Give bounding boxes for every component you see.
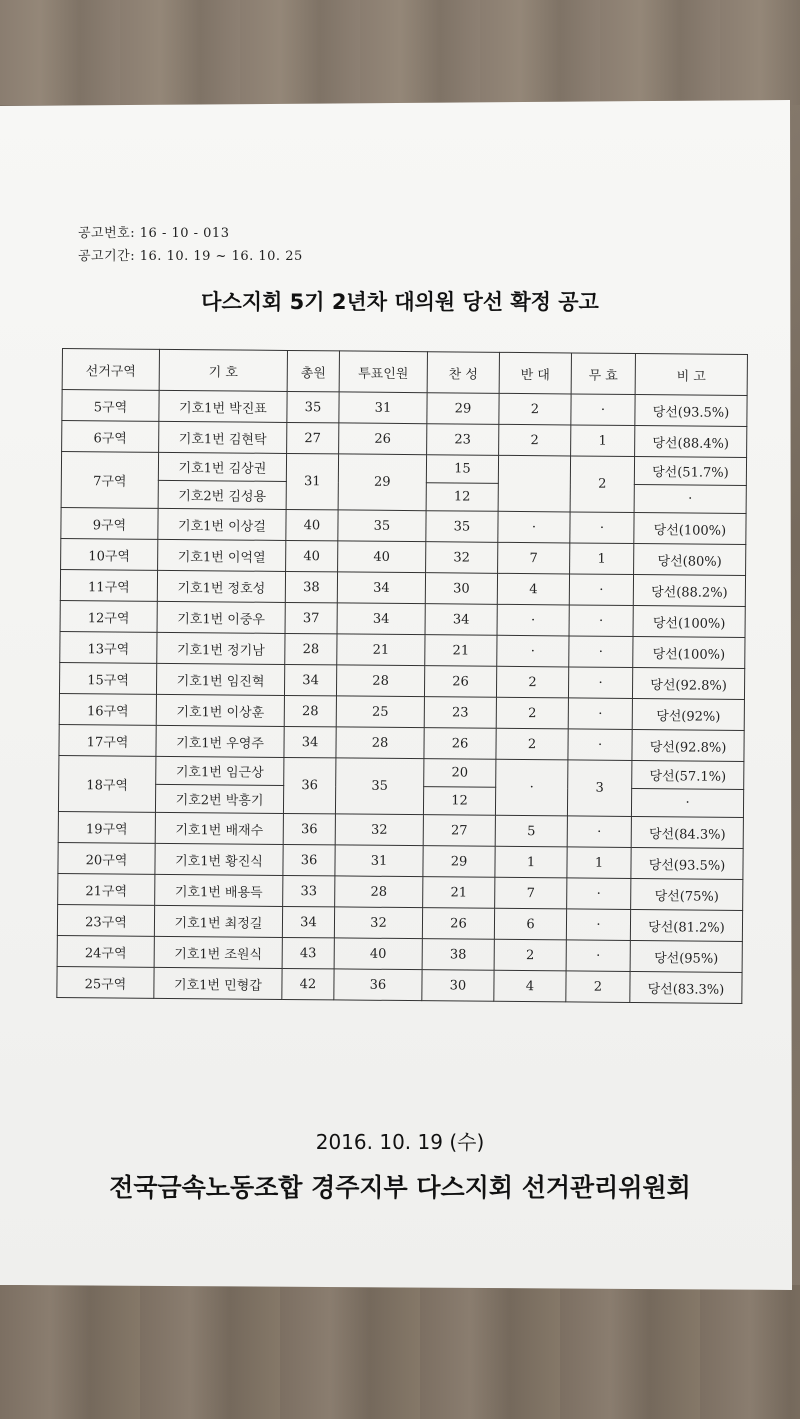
header-note: 비 고 (635, 354, 747, 396)
cell-yes: 26 (424, 666, 496, 698)
cell-no: · (495, 759, 567, 816)
cell-note: 당선(95%) (630, 940, 742, 972)
cell-total: 43 (282, 937, 334, 968)
cell-note: 당선(92.8%) (632, 729, 744, 761)
cell-voters: 32 (334, 907, 422, 939)
header-district: 선거구역 (62, 349, 159, 391)
header-voters: 투표인원 (339, 351, 427, 393)
cell-voters: 28 (335, 876, 423, 908)
footer-date: 2016. 10. 19 (수) (315, 1130, 485, 1154)
cell-total: 34 (284, 726, 336, 757)
cell-district: 24구역 (57, 935, 154, 967)
cell-candidate: 기호2번 박흥기 (155, 784, 283, 813)
cell-yes: 34 (425, 604, 497, 636)
cell-total: 27 (287, 422, 339, 453)
cell-total: 28 (285, 633, 337, 664)
header-invalid: 무 효 (571, 353, 635, 395)
cell-invalid: · (566, 909, 630, 941)
cell-yes: 21 (425, 635, 497, 667)
cell-no: 2 (499, 424, 571, 456)
cell-yes: 26 (424, 728, 496, 760)
wood-background-bottom (0, 1285, 800, 1419)
cell-district: 12구역 (60, 600, 157, 632)
cell-no: 5 (495, 815, 567, 847)
cell-invalid: · (569, 605, 633, 637)
notice-number (78, 222, 229, 241)
cell-voters: 21 (337, 634, 425, 666)
cell-candidate: 기호1번 정기남 (157, 632, 285, 664)
cell-total: 33 (283, 875, 335, 906)
cell-voters: 29 (338, 454, 426, 511)
cell-voters: 34 (337, 572, 425, 604)
header-no: 반 대 (499, 352, 571, 394)
cell-yes: 12 (423, 787, 495, 816)
cell-candidate: 기호1번 김현탁 (159, 421, 287, 453)
cell-candidate: 기호1번 정호성 (157, 570, 285, 602)
cell-candidate: 기호1번 민형갑 (154, 967, 282, 999)
cell-no: 2 (496, 666, 568, 698)
cell-invalid: 1 (567, 847, 631, 879)
cell-invalid: 2 (566, 971, 630, 1003)
cell-invalid: 2 (570, 456, 634, 513)
cell-candidate: 기호1번 황진식 (155, 843, 283, 875)
cell-total: 40 (286, 509, 338, 540)
cell-voters: 25 (336, 696, 424, 728)
cell-note: 당선(93.5%) (631, 847, 743, 879)
cell-yes: 26 (422, 908, 494, 940)
cell-invalid: · (571, 394, 635, 426)
cell-no: 2 (499, 393, 571, 425)
cell-note: 당선(84.3%) (631, 816, 743, 848)
cell-district: 5구역 (62, 390, 159, 422)
cell-no (498, 455, 570, 512)
cell-note: 당선(92%) (632, 698, 744, 730)
cell-yes: 30 (425, 573, 497, 605)
cell-total: 31 (286, 453, 338, 509)
table-row (57, 966, 742, 1003)
cell-total: 35 (287, 391, 339, 422)
cell-voters: 35 (335, 758, 423, 815)
cell-no: 7 (495, 877, 567, 909)
cell-voters: 31 (335, 845, 423, 877)
notice-number-label: 공고번호: (78, 226, 136, 241)
cell-yes: 29 (427, 393, 499, 425)
results-table (56, 348, 748, 1004)
cell-invalid: · (568, 667, 632, 699)
cell-candidate: 기호1번 조원식 (154, 936, 282, 968)
cell-no: 7 (498, 542, 570, 574)
cell-voters: 28 (336, 665, 424, 697)
cell-voters: 31 (339, 392, 427, 424)
cell-voters: 40 (334, 938, 422, 970)
cell-note: 당선(88.4%) (635, 426, 747, 458)
cell-candidate: 기호2번 김성용 (158, 480, 286, 509)
cell-voters: 36 (334, 969, 422, 1001)
cell-yes: 29 (423, 846, 495, 878)
cell-voters: 34 (337, 603, 425, 635)
cell-invalid: 1 (571, 425, 635, 457)
cell-note: 당선(100%) (634, 512, 746, 544)
cell-district: 6구역 (62, 421, 159, 453)
cell-yes: 20 (424, 759, 496, 788)
cell-district: 15구역 (59, 662, 156, 694)
cell-note: 당선(57.1%) (632, 760, 744, 789)
cell-candidate: 기호1번 배용득 (155, 874, 283, 906)
cell-candidate: 기호1번 이억열 (158, 539, 286, 571)
cell-yes: 12 (426, 483, 498, 512)
cell-yes: 15 (426, 455, 498, 484)
cell-note: 당선(80%) (634, 543, 746, 575)
cell-voters: 40 (338, 541, 426, 573)
cell-yes: 27 (423, 815, 495, 847)
cell-district: 10구역 (61, 538, 158, 570)
cell-voters: 32 (335, 814, 423, 846)
notice-title: 다스지회 5기 2년차 대의원 당선 확정 공고 (201, 290, 599, 314)
header-candidate: 기 호 (159, 349, 287, 391)
cell-invalid: · (566, 940, 630, 972)
cell-candidate: 기호1번 김상권 (158, 452, 286, 481)
notice-period (78, 245, 303, 264)
cell-voters: 28 (336, 727, 424, 759)
notice-period-value: 16. 10. 19 ~ 16. 10. 25 (139, 249, 303, 264)
cell-yes: 32 (426, 542, 498, 574)
cell-note: 당선(81.2%) (630, 909, 742, 941)
cell-candidate: 기호1번 배재수 (155, 812, 283, 844)
cell-note: · (634, 484, 746, 513)
cell-yes: 23 (424, 697, 496, 729)
cell-invalid: · (567, 816, 631, 848)
cell-candidate: 기호1번 최정길 (154, 905, 282, 937)
cell-total: 37 (285, 602, 337, 633)
cell-voters: 26 (339, 423, 427, 455)
cell-district: 9구역 (61, 507, 158, 539)
cell-district: 25구역 (57, 966, 154, 998)
cell-candidate: 기호1번 임진혁 (156, 663, 284, 695)
cell-no: · (497, 604, 569, 636)
wood-background-top (0, 0, 800, 105)
cell-note: 당선(100%) (633, 605, 745, 637)
cell-candidate: 기호1번 이중우 (157, 601, 285, 633)
cell-invalid: 1 (570, 543, 634, 575)
cell-no: 1 (495, 846, 567, 878)
cell-district: 23구역 (57, 904, 154, 936)
cell-note: 당선(51.7%) (634, 457, 746, 486)
cell-total: 36 (283, 844, 335, 875)
header-yes: 찬 성 (427, 352, 499, 394)
cell-district: 16구역 (59, 693, 156, 725)
cell-yes: 30 (422, 970, 494, 1002)
cell-district: 7구역 (61, 452, 158, 509)
cell-no: · (497, 635, 569, 667)
notice-period-label: 공고기간: (78, 249, 136, 264)
cell-yes: 35 (426, 511, 498, 543)
cell-no: 2 (496, 697, 568, 729)
cell-note: 당선(100%) (633, 636, 745, 668)
cell-no: · (498, 511, 570, 543)
cell-no: 2 (494, 939, 566, 971)
cell-note: 당선(88.2%) (633, 574, 745, 606)
cell-invalid: · (569, 574, 633, 606)
cell-total: 38 (285, 571, 337, 602)
cell-note: · (631, 788, 743, 817)
table-header-row (62, 349, 747, 396)
cell-total: 40 (286, 540, 338, 571)
cell-candidate: 기호1번 임근상 (156, 756, 284, 785)
cell-total: 36 (283, 813, 335, 844)
cell-note: 당선(92.8%) (632, 667, 744, 699)
cell-candidate: 기호1번 이상훈 (156, 694, 284, 726)
header-total: 총원 (287, 350, 339, 391)
cell-district: 13구역 (60, 631, 157, 663)
cell-voters: 35 (338, 510, 426, 542)
cell-no: 4 (494, 970, 566, 1002)
cell-candidate: 기호1번 이상걸 (158, 508, 286, 540)
cell-yes: 23 (427, 424, 499, 456)
cell-no: 2 (496, 728, 568, 760)
cell-invalid: · (568, 729, 632, 761)
cell-candidate: 기호1번 박진표 (159, 390, 287, 422)
cell-district: 18구역 (58, 755, 155, 812)
cell-no: 6 (494, 908, 566, 940)
results-body (57, 390, 747, 1004)
cell-candidate: 기호1번 우영주 (156, 725, 284, 757)
cell-yes: 38 (422, 939, 494, 971)
cell-district: 20구역 (58, 842, 155, 874)
cell-total: 28 (284, 695, 336, 726)
cell-total: 34 (282, 906, 334, 937)
cell-total: 42 (282, 968, 334, 999)
cell-yes: 21 (423, 877, 495, 909)
cell-district: 11구역 (60, 569, 157, 601)
cell-invalid: · (570, 512, 634, 544)
cell-district: 17구역 (59, 724, 156, 756)
cell-district: 19구역 (58, 811, 155, 843)
notice-number-value: 16 - 10 - 013 (139, 226, 230, 241)
cell-invalid: · (569, 636, 633, 668)
cell-note: 당선(93.5%) (635, 395, 747, 427)
cell-note: 당선(75%) (631, 878, 743, 910)
cell-total: 36 (283, 757, 335, 813)
footer-organization: 전국금속노동조합 경주지부 다스지회 선거관리위원회 (109, 1173, 691, 1202)
cell-invalid: 3 (567, 760, 631, 817)
cell-district: 21구역 (58, 873, 155, 905)
cell-total: 34 (284, 664, 336, 695)
cell-invalid: · (568, 698, 632, 730)
cell-no: 4 (497, 573, 569, 605)
cell-note: 당선(83.3%) (630, 971, 742, 1003)
cell-invalid: · (567, 878, 631, 910)
